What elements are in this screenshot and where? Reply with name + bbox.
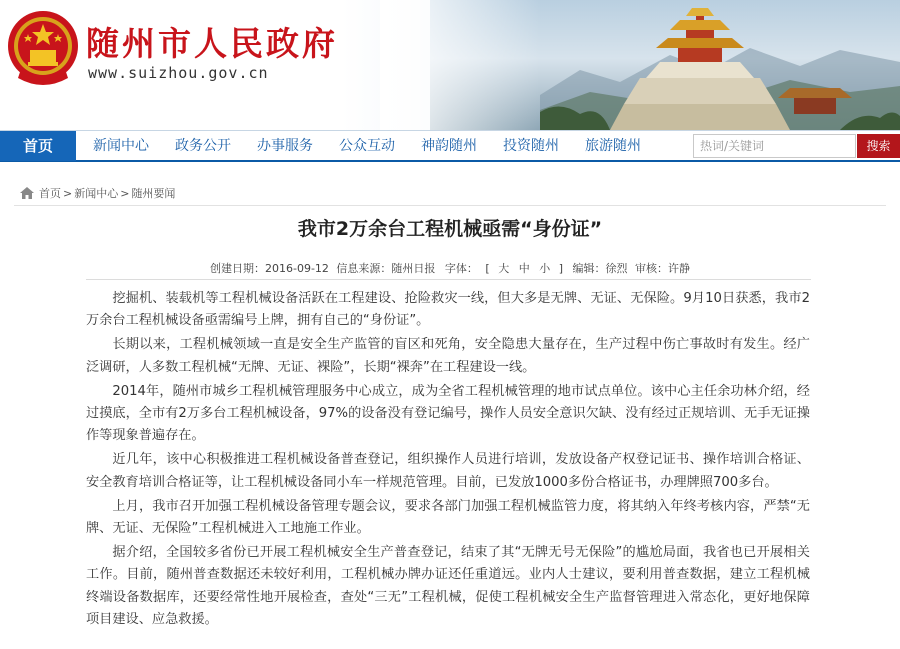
article-paragraph: 据介绍，全国较多省份已开展工程机械安全生产普查登记，结束了其“无牌无号无保险”的尴尬局面，我省也已开展相关工作。目前，随州普查数据还未较好利用，工程机械办牌办证还任重道远。业内人士建议，要利用普查数据，建立工程机械终端设备数据库，还要经常性地开展检查，查处“三无”工程机械，促使工程机械安全生产监督管理进入常态化，更好地保障项目建设、应急救援。 (86, 545, 810, 627)
nav-item-charm[interactable]: 神韵随州 (421, 138, 477, 154)
nav-items (80, 131, 654, 161)
article-paragraph: 近几年，该中心积极推进工程机械设备普查登记，组织操作人员进行培训，发放设备产权登记证书、操作培训合格证、安全教育培训合格证等，让工程机械设备同小车一样规范管理。目前，已发放1000多份合格证书，办理牌照700多台。 (86, 452, 810, 490)
breadcrumb-news[interactable]: 新闻中心 (74, 187, 119, 200)
font-size-small[interactable]: 小 (539, 262, 551, 275)
font-size-label: 字体： (444, 262, 478, 275)
site-title: 随州市人民政府 (86, 24, 338, 63)
nav-item-travel[interactable]: 旅游随州 (585, 138, 641, 154)
nav-item-news[interactable]: 新闻中心 (93, 138, 149, 154)
article-paragraph: 挖掘机、装载机等工程机械设备活跃在工程建设、抢险救灾一线，但大多是无牌、无证、无保险。9月10日获悉，我市2万余台工程机械设备亟需编号上牌，拥有自己的“身份证”。 (86, 291, 810, 329)
site-url: www.suizhou.gov.cn (88, 64, 269, 82)
breadcrumb-local-news[interactable]: 随州要闻 (131, 187, 176, 200)
main-nav (0, 130, 900, 162)
nav-item-home[interactable]: 首页 (0, 131, 76, 161)
article-paragraph: 长期以来，工程机械领域一直是安全生产监管的盲区和死角，安全隐患大量存在，生产过程中伤亡事故时有发生。经广泛调研，人多数工程机械“无牌、无证、裸险”，长期“裸奔”在工程建设一线。 (86, 337, 810, 375)
article-meta (0, 260, 900, 276)
meta-date: 创建日期：2016-09-12 (209, 262, 329, 275)
home-icon (20, 187, 34, 199)
article-paragraph: 2014年，随州市城乡工程机械管理服务中心成立，成为全省工程机械管理的地市试点单位。该中心主任余功林介绍，经过摸底，全市有2万多台工程机械设备，97%的设备没有登记编号，操作人员安全意识欠缺、没有经过正规培训、无手无证操作等现象普遍存在。 (86, 383, 810, 444)
meta-source: 信息来源：随州日报 (336, 262, 436, 275)
nav-item-services[interactable]: 办事服务 (257, 138, 313, 154)
breadcrumb-separator: > (63, 186, 73, 200)
header-fade (380, 0, 540, 130)
font-size-medium[interactable]: 中 (518, 262, 530, 275)
nav-item-gov-affairs[interactable]: 政务公开 (175, 138, 231, 154)
breadcrumb-home[interactable]: 首页 (39, 187, 61, 200)
meta-editor: 编辑：徐烈 (572, 262, 628, 275)
article-paragraph: 上月，我市召开加强工程机械设备管理专题会议，要求各部门加强工程机械监管力度，将其纳入年终考核内容，严禁“无牌、无证、无保险”工程机械进入工地施工作业。 (86, 498, 810, 537)
national-emblem-icon (6, 6, 80, 90)
article-body (86, 288, 810, 633)
nav-item-interaction[interactable]: 公众互动 (339, 138, 395, 154)
article-title: 我市2万余台工程机械亟需“身份证” (297, 218, 603, 240)
temple-mountain-banner (540, 0, 900, 130)
nav-item-invest[interactable]: 投资随州 (503, 138, 559, 154)
search-button[interactable]: 搜索 (857, 134, 900, 158)
meta-reviewer: 审核：许静 (635, 262, 691, 275)
divider (86, 279, 811, 280)
search-input[interactable]: 热词/关键词 (693, 134, 856, 158)
font-size-large[interactable]: 大 (498, 262, 510, 275)
breadcrumb (20, 185, 177, 201)
font-size-switcher (443, 262, 569, 275)
font-size-bracket: ] (558, 262, 564, 275)
site-header (0, 0, 900, 130)
divider (14, 205, 886, 206)
font-size-bracket: [ (485, 262, 490, 275)
breadcrumb-separator: > (120, 186, 130, 200)
